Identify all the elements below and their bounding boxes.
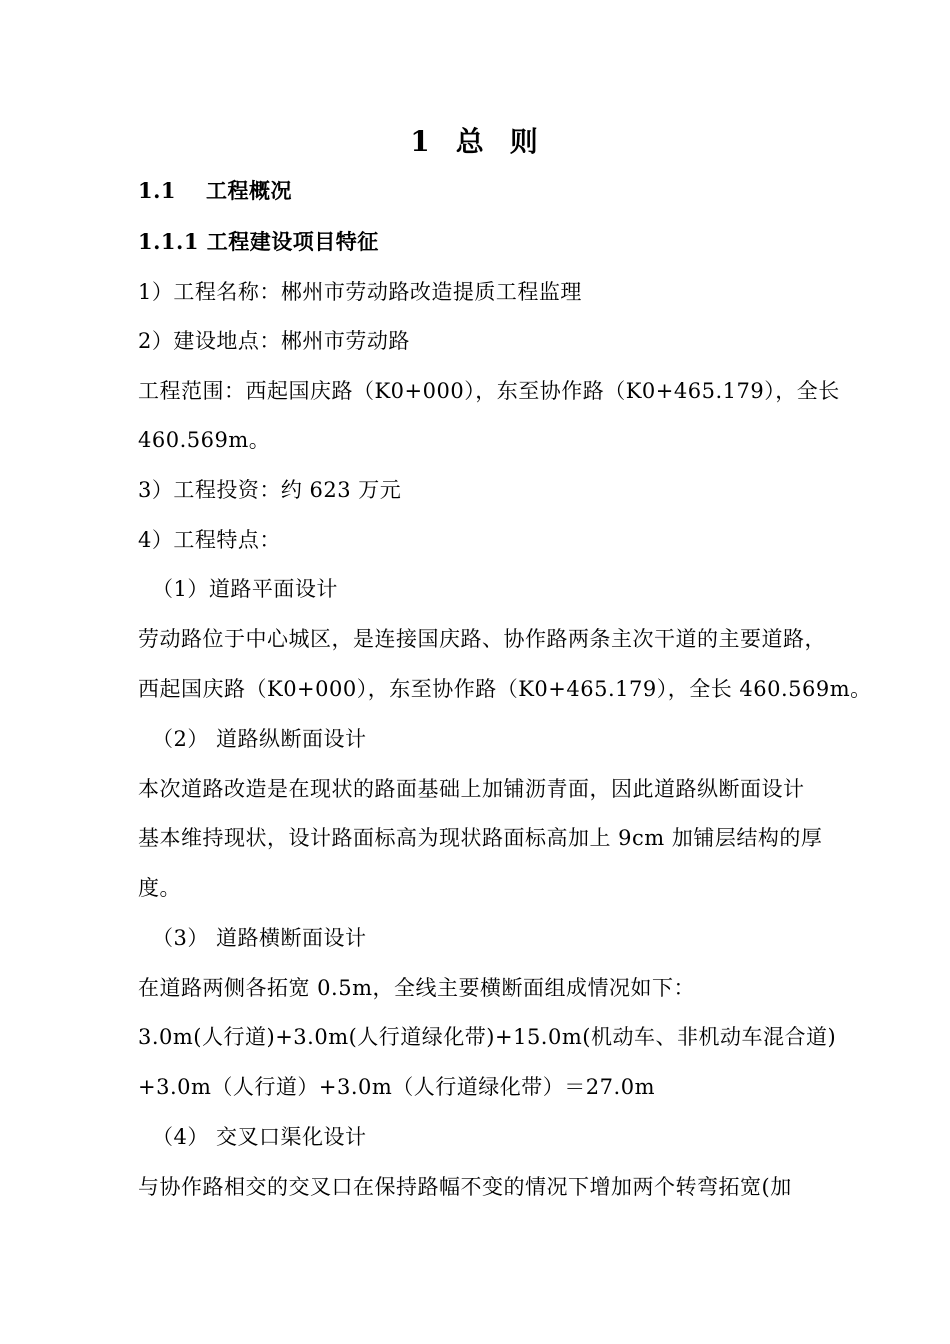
project-location: 2）建设地点：郴州市劳动路 xyxy=(138,329,410,353)
cross-section-line-1: 在道路两侧各拓宽 0.5m，全线主要横断面组成情况如下： xyxy=(138,976,695,1000)
profile-design-heading: （2） 道路纵断面设计 xyxy=(152,727,367,751)
cross-section-line-2: 3.0m(人行道)+3.0m(人行道绿化带)+15.0m(机动车、非机动车混合道) xyxy=(138,1025,837,1049)
cross-section-heading: （3） 道路横断面设计 xyxy=(152,926,367,950)
section-label: 工程概况 xyxy=(206,178,293,203)
section-heading xyxy=(138,176,292,206)
project-scope-line-1: 工程范围：西起国庆路（K0+000），东至协作路（K0+465.179），全长 xyxy=(138,379,840,403)
chapter-number: 1 xyxy=(410,125,432,158)
junction-design-line-1: 与协作路相交的交叉口在保持路幅不变的情况下增加两个转弯拓宽(加 xyxy=(138,1175,792,1199)
chapter-title-word-1: 总 xyxy=(455,125,486,158)
plan-design-heading: （1）道路平面设计 xyxy=(152,577,338,601)
project-scope-line-2: 460.569m。 xyxy=(138,428,271,452)
chapter-title-word-2: 则 xyxy=(509,125,540,158)
profile-design-line-2: 基本维持现状，设计路面标高为现状路面标高加上 9cm 加铺层结构的厚 xyxy=(138,826,823,850)
section-number: 1.1 xyxy=(138,178,177,203)
profile-design-line-1: 本次道路改造是在现状的路面基础上加铺沥青面，因此道路纵断面设计 xyxy=(138,777,805,801)
plan-design-line-2: 西起国庆路（K0+000），东至协作路（K0+465.179），全长 460.569m。 xyxy=(138,677,872,701)
project-name: 1）工程名称：郴州市劳动路改造提质工程监理 xyxy=(138,280,582,304)
junction-design-heading: （4） 交叉口渠化设计 xyxy=(152,1125,367,1149)
profile-design-line-3: 度。 xyxy=(138,876,181,900)
subsection-heading: 1.1.1 工程建设项目特征 xyxy=(138,229,379,254)
cross-section-line-3: +3.0m（人行道）+3.0m（人行道绿化带）＝27.0m xyxy=(138,1075,655,1099)
plan-design-line-1: 劳动路位于中心城区，是连接国庆路、协作路两条主次干道的主要道路， xyxy=(138,627,826,651)
project-investment: 3）工程投资：约 623 万元 xyxy=(138,478,402,502)
chapter-title xyxy=(0,124,950,160)
project-features: 4）工程特点： xyxy=(138,528,281,552)
